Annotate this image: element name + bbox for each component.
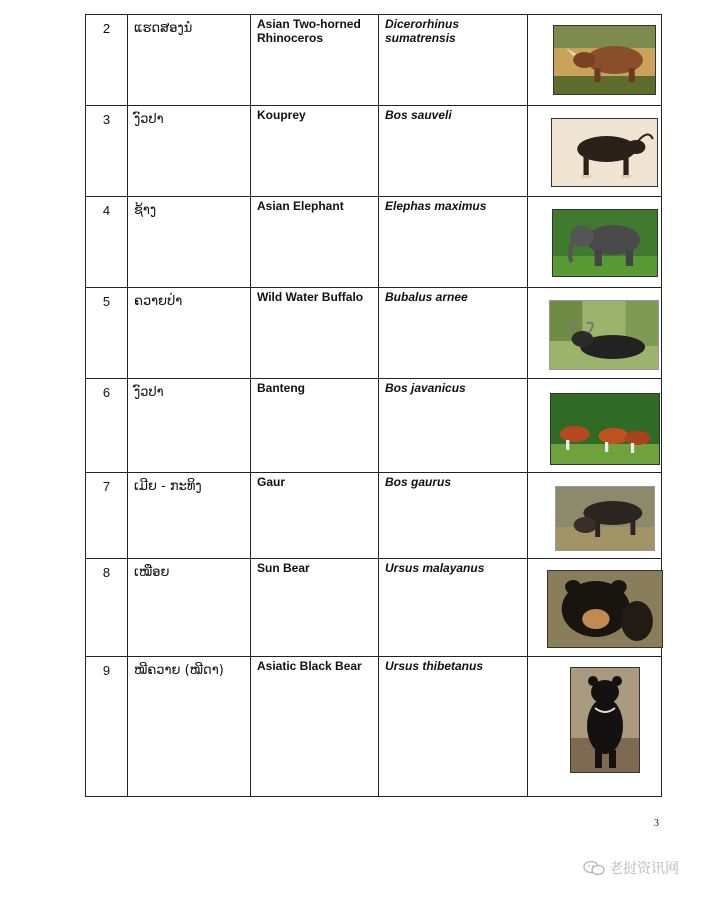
lao-name: ໝີຄວາຍ (ໝີດາ) [128,657,251,797]
table-row [86,106,662,197]
english-name: Asian Elephant [251,197,379,288]
english-name: Banteng [251,379,379,473]
sun-bear-photo [547,570,663,648]
english-name: Gaur [251,473,379,559]
scientific-name: Ursus thibetanus [379,657,528,797]
english-name: Wild Water Buffalo [251,288,379,379]
photo-cell [528,197,662,288]
english-name: Sun Bear [251,559,379,657]
lao-name: ງົວປາ [128,379,251,473]
photo-cell [528,288,662,379]
photo-cell [528,379,662,473]
row-number: 5 [86,288,128,379]
row-number: 6 [86,379,128,473]
row-number: 4 [86,197,128,288]
lao-name: ແຮດສອງນໍ [128,15,251,106]
photo-cell [528,15,662,106]
row-number: 2 [86,15,128,106]
lao-name: ເມີຍ - ກະທິງ [128,473,251,559]
kouprey-photo [551,118,658,187]
row-number: 9 [86,657,128,797]
scientific-name: Bos javanicus [379,379,528,473]
photo-cell [528,657,662,797]
row-number: 8 [86,559,128,657]
scientific-name: Elephas maximus [379,197,528,288]
lao-name: ງົວປາ [128,106,251,197]
table-row [86,288,662,379]
english-name: Asian Two-horned Rhinoceros [251,15,379,106]
table-row [86,657,662,797]
table-row [86,559,662,657]
lao-name: ຊ້າງ [128,197,251,288]
page-number: 3 [654,818,659,829]
black-bear-photo [570,667,640,773]
scientific-name: Bos gaurus [379,473,528,559]
watermark-text: 老挝资讯网 [609,860,679,876]
english-name: Kouprey [251,106,379,197]
lao-name: ຄວາຍປ່າ [128,288,251,379]
elephant-photo [552,209,658,277]
table-row [86,379,662,473]
scientific-name: Bos sauveli [379,106,528,197]
gaur-photo [555,486,655,551]
photo-cell [528,473,662,559]
banteng-photo [550,393,660,465]
watermark [583,858,679,878]
table-row [86,473,662,559]
row-number: 7 [86,473,128,559]
scientific-name: Bubalus arnee [379,288,528,379]
species-table [85,14,662,797]
photo-cell [528,559,662,657]
table-row [86,15,662,106]
english-name: Asiatic Black Bear [251,657,379,797]
buffalo-photo [549,300,659,370]
photo-cell [528,106,662,197]
rhinoceros-photo [553,25,656,95]
scientific-name: Ursus malayanus [379,559,528,657]
scientific-name: Dicerorhinus sumatrensis [379,15,528,106]
table-row [86,197,662,288]
wechat-icon [583,860,605,876]
row-number: 3 [86,106,128,197]
lao-name: ເໝືອຍ [128,559,251,657]
